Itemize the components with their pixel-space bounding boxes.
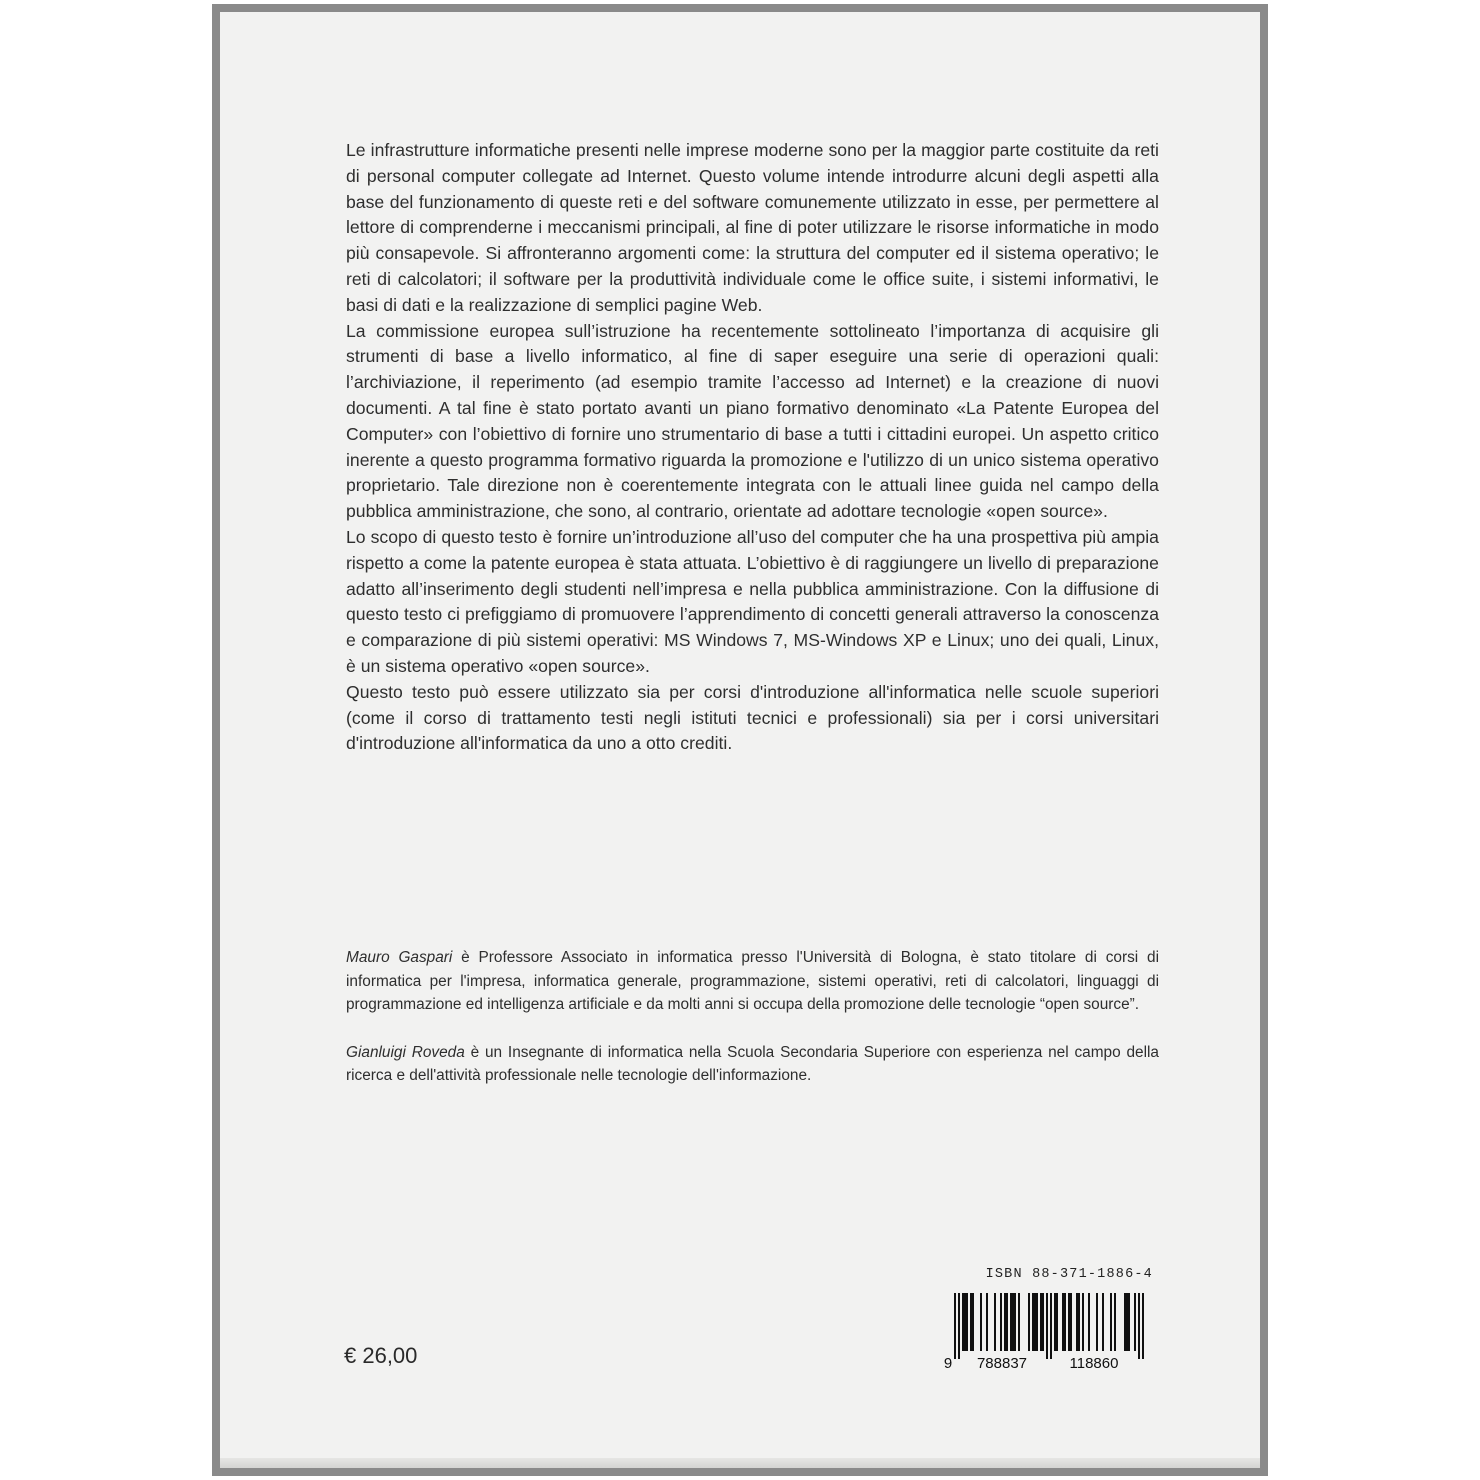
blurb-paragraph-3: Lo scopo di questo testo è fornire un’introduzione all’uso del computer che ha una prospettiva più ampia rispetto a come la patente europea è stata attuata. L’obiettivo è di raggiungere un livello di preparazione adatto all’inserimento degli studenti nell’impresa e nella pubblica amministrazione. Con la diffusione di questo testo ci prefiggiamo di promuovere l’apprendimento di concetti generali attraverso la conoscenza e comparazione di più sistemi operativi: MS Windows 7, MS-Windows XP e Linux; uno dei quali, Linux, è un sistema operativo «open source». <box>346 526 1159 676</box>
blurb-paragraph-2: La commissione europea sull’istruzione ha recentemente sottolineato l’importanza di acquisire gli strumenti di base a livello informatico, al fine di saper eseguire una serie di operazioni quali: l’archiviazione, il reperimento (ad esempio tramite l’accesso ad Internet) e la creazione di nuovi documenti. A tal fine è stato portato avanti un piano formativo denominato «La Patente Europea del Computer» con l’obiettivo di fornire uno strumentario di base a tutti i cittadini europei. Un aspetto critico inerente a questo programma formativo riguarda la promozione e l'utilizzo di un unico sistema operativo proprietario. Tale direzione non è coerentemente integrata con le attuali linee guida nel campo della pubblica amministrazione, che sono, al contrario, orientate ad adottare tecnologie «open source». <box>346 320 1159 522</box>
barcode-bar <box>1142 1293 1144 1359</box>
price: € 26,00 <box>344 1343 418 1368</box>
barcode-bar <box>1138 1293 1140 1359</box>
barcode-bar <box>1028 1293 1030 1351</box>
author-bios <box>346 946 1159 1112</box>
barcode-bar <box>1124 1293 1126 1351</box>
barcode-bar <box>1078 1293 1080 1351</box>
barcode-bar <box>1004 1293 1006 1351</box>
barcode-bar <box>964 1293 966 1351</box>
blurb-text <box>346 138 1159 757</box>
barcode-bar <box>1036 1293 1038 1351</box>
barcode-bar <box>980 1293 982 1351</box>
barcode-bar <box>1114 1293 1116 1351</box>
barcode-bar <box>1010 1293 1012 1351</box>
blurb-paragraph-4: Questo testo può essere utilizzato sia per corsi d'introduzione all'informatica nelle scuole superiori (come il corso di trattamento testi negli istituti tecnici e professionali) sia per i corsi universitari d'introduzione all'informatica da uno a otto crediti. <box>346 681 1159 754</box>
barcode-bar <box>1102 1293 1104 1351</box>
author-text-gaspari: è Professore Associato in informatica presso l'Università di Bologna, è stato titolare di corsi di informatica per l'impresa, informatica generale, programmazione, sistemi operativi, reti di calcolatori, linguaggi di programmazione ed intelligenza artificiale e da molti anni si occupa della promozione delle tecnologie “open source”. <box>346 949 1160 1014</box>
barcode-digit-group: 9 <box>944 1355 953 1371</box>
barcode-bar <box>994 1293 996 1351</box>
barcode-bar <box>1032 1293 1034 1351</box>
barcode-bar <box>1050 1293 1052 1359</box>
barcode-bar <box>1034 1293 1036 1351</box>
barcode-digits <box>944 1355 1118 1371</box>
blurb-paragraph-1: Le infrastrutture informatiche presenti nelle imprese moderne sono per la maggior parte costituite da reti di personal computer collegate ad Internet. Questo volume intende introdurre alcuni degli aspetti alla base del funzionamento di queste reti e del software comunemente utilizzato in esse, per permettere al lettore di comprenderne i meccanismi principali, al fine di poter utilizzare le risorse informatiche in modo più consapevole. Si affronteranno argomenti come: la struttura del computer ed il sistema operativo; le reti di calcolatori; il software per la produttività individuale come le office suite, i sistemi informativi, le basi di dati e la realizzazione di semplici pagine Web. <box>346 140 1159 315</box>
barcode-bar <box>1062 1293 1064 1351</box>
barcode-bar <box>1070 1293 1072 1351</box>
author-name-roveda: Gianluigi Roveda <box>346 1043 465 1061</box>
barcode-bar <box>1096 1293 1098 1351</box>
barcode-bar <box>1006 1293 1008 1351</box>
barcode-bar <box>972 1293 974 1351</box>
barcode-bar <box>1046 1293 1048 1359</box>
book-back-cover <box>212 4 1268 1476</box>
barcode-bar <box>1064 1293 1066 1351</box>
isbn-label: ISBN 88-371-1886-4 <box>985 1267 1153 1282</box>
barcode-digit-group: 118860 <box>1069 1355 1119 1371</box>
barcode-bar <box>986 1293 988 1351</box>
barcode-bar <box>1110 1293 1112 1351</box>
barcode-bar <box>1056 1293 1058 1351</box>
barcode-bar <box>1128 1293 1130 1351</box>
barcode-bar <box>958 1293 960 1359</box>
barcode-bar <box>1134 1293 1136 1351</box>
barcode-bar <box>1018 1293 1020 1351</box>
barcode-bar <box>1076 1293 1078 1351</box>
barcode-bar <box>1068 1293 1070 1351</box>
barcode-bar <box>954 1293 956 1359</box>
barcode-bar <box>1000 1293 1002 1351</box>
author-bio-gaspari <box>346 946 1159 1017</box>
barcode-bars <box>954 1293 1144 1359</box>
barcode-bar <box>962 1293 964 1351</box>
barcode-bar <box>1012 1293 1014 1351</box>
barcode-bar <box>1040 1293 1042 1351</box>
barcode-bar <box>1054 1293 1056 1351</box>
barcode-digit-group: 788837 <box>976 1355 1028 1371</box>
author-bio-roveda <box>346 1041 1159 1088</box>
barcode-bar <box>970 1293 972 1351</box>
barcode-bar <box>1126 1293 1128 1351</box>
author-text-roveda: è un Insegnante di informatica nella Scuola Secondaria Superiore con esperienza nel campo della ricerca e dell'attività professionale nelle tecnologie dell'informazione. <box>346 1043 1159 1085</box>
barcode-bar <box>1014 1293 1016 1351</box>
barcode-bar <box>966 1293 968 1351</box>
barcode-bar <box>1042 1293 1044 1351</box>
barcode-bar <box>1088 1293 1090 1351</box>
author-name-gaspari: Mauro Gaspari <box>346 949 453 966</box>
barcode-bar <box>1082 1293 1084 1351</box>
isbn-barcode <box>944 1293 1154 1371</box>
